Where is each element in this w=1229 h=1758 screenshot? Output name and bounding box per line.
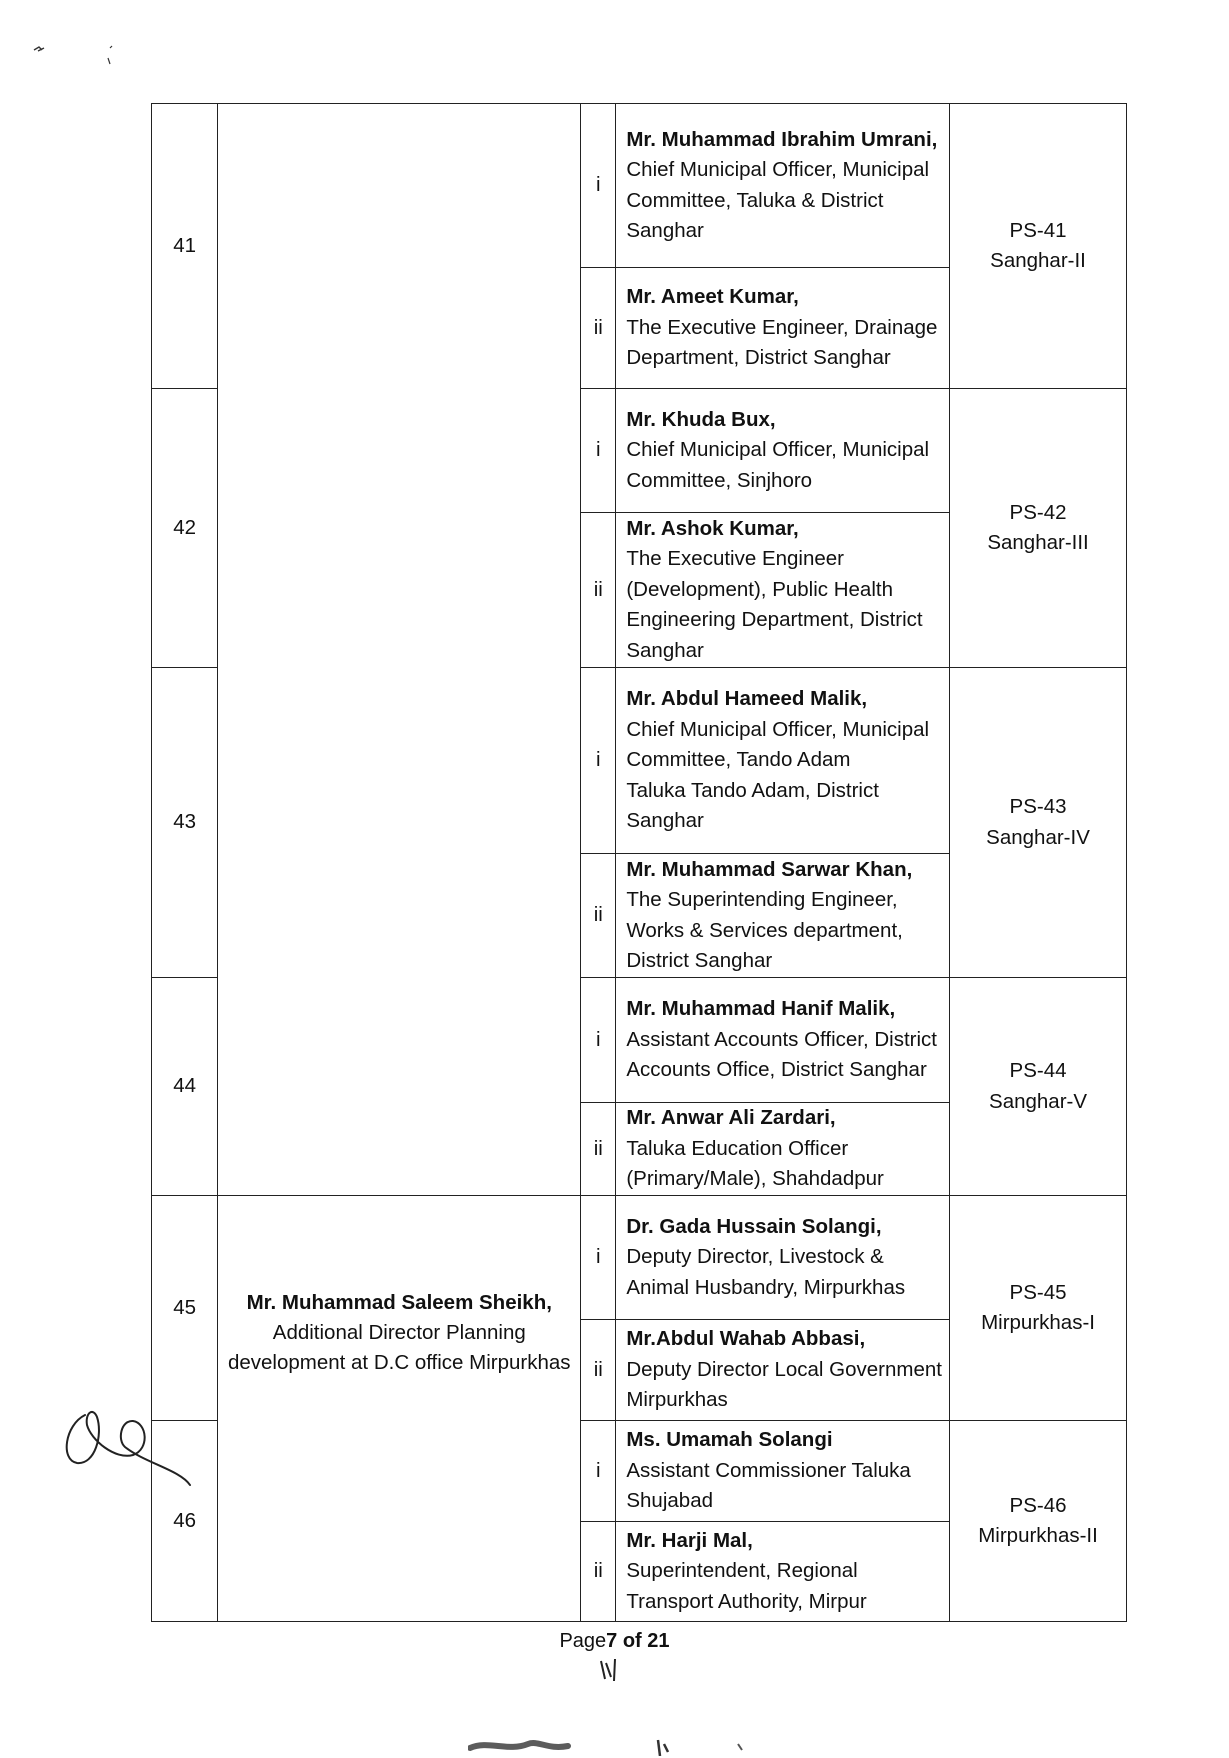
serial-number: 43	[152, 668, 218, 978]
sub-index: i	[581, 1196, 616, 1320]
serial-number: 46	[152, 1421, 218, 1622]
serial-number: 42	[152, 389, 218, 668]
staff-name: Dr. Gada Hussain Solangi,	[626, 1214, 882, 1238]
staff-name: Mr. Muhammad Hanif Malik,	[626, 997, 896, 1021]
staff-designation: The Superintending Engineer, Works & Services department, District Sanghar	[626, 888, 903, 972]
sub-index: ii	[581, 854, 616, 978]
staff-name: Mr.Abdul Wahab Abbasi,	[626, 1327, 866, 1351]
ps-code: PS-45	[1009, 1280, 1067, 1304]
staff-name: Mr. Ashok Kumar,	[626, 516, 799, 540]
staff-designation: Superintendent, Regional Transport Authority, Mirpur	[626, 1559, 867, 1613]
sub-index: ii	[581, 1522, 616, 1622]
staff-member	[616, 104, 950, 268]
staff-name: Mr. Khuda Bux,	[626, 407, 776, 431]
staff-designation: The Executive Engineer, Drainage Department, District Sanghar	[626, 315, 938, 370]
staff-designation: Chief Municipal Officer, Municipal Committee, Sinjhoro	[626, 438, 930, 492]
staff-member	[616, 854, 950, 978]
page-label: Page	[559, 1630, 607, 1652]
staff-name: Mr. Muhammad Sarwar Khan,	[626, 857, 913, 881]
staff-name: Mr. Muhammad Ibrahim Umrani,	[626, 127, 938, 151]
ps-code: PS-41	[1009, 218, 1067, 242]
sub-index: i	[581, 978, 616, 1103]
staff-designation: Deputy Director, Livestock & Animal Husbandry, Mirpurkhas	[626, 1245, 906, 1299]
staff-name: Mr. Harji Mal,	[626, 1528, 753, 1552]
polling-station	[950, 1421, 1127, 1622]
staff-member	[616, 1320, 950, 1421]
staff-name: Ms. Umamah Solangi	[626, 1428, 833, 1452]
polling-station	[950, 1196, 1127, 1421]
page-of: of	[622, 1630, 642, 1652]
ps-name: Mirpurkhas-I	[981, 1311, 1095, 1334]
staff-designation: Chief Municipal Officer, Municipal Committee, Taluka & District Sanghar	[626, 158, 930, 242]
ps-code: PS-42	[1009, 500, 1067, 524]
ps-name: Sanghar-II	[990, 249, 1086, 272]
ps-code: PS-46	[1009, 1493, 1067, 1517]
polling-station	[950, 668, 1127, 978]
sub-index: i	[581, 104, 616, 268]
page-total: 21	[647, 1630, 670, 1652]
stamp-smudge-bottom	[468, 1722, 768, 1756]
ps-name: Sanghar-V	[989, 1089, 1088, 1113]
staff-designation: Assistant Commissioner Taluka Shujabad	[626, 1458, 911, 1513]
serial-number: 41	[152, 104, 218, 389]
staff-designation: Deputy Director Local Government Mirpurkhas	[626, 1357, 942, 1412]
staff-name: Mr. Abdul Hameed Malik,	[626, 687, 868, 711]
scan-speck-top-left	[30, 42, 120, 72]
polling-staff-table	[151, 103, 1127, 1622]
sub-index: ii	[581, 1103, 616, 1196]
sub-index: ii	[581, 513, 616, 668]
ps-code: PS-44	[1009, 1059, 1067, 1082]
sub-index: i	[581, 1421, 616, 1522]
staff-designation: Chief Municipal Officer, Municipal Committee, Tando Adam	[626, 717, 930, 772]
table-row	[152, 1196, 1127, 1320]
page-number: 7	[606, 1630, 618, 1652]
staff-member	[616, 978, 950, 1103]
staff-member	[616, 1103, 950, 1196]
page-footer	[0, 1630, 1229, 1653]
handwritten-initial-signature	[55, 1385, 205, 1495]
polling-station	[950, 104, 1127, 389]
staff-member	[616, 389, 950, 513]
staff-designation: The Executive Engineer (Development), Public Health Engineering Department, District Sanghar	[626, 547, 923, 662]
serial-number: 44	[152, 978, 218, 1196]
staff-member	[616, 1421, 950, 1522]
staff-name: Mr. Ameet Kumar,	[626, 285, 799, 309]
staff-member	[616, 1522, 950, 1622]
staff-member	[616, 513, 950, 668]
sub-index: ii	[581, 1320, 616, 1421]
sub-index: i	[581, 668, 616, 854]
ps-name: Sanghar-III	[987, 531, 1089, 554]
ps-name: Mirpurkhas-II	[978, 1524, 1098, 1547]
ps-name: Sanghar-IV	[986, 825, 1090, 849]
polling-station	[950, 978, 1127, 1196]
ps-code: PS-43	[1009, 795, 1067, 818]
officer-designation: Additional Director Planning development at D.C office Mirpurkhas	[227, 1320, 571, 1374]
initial-mark-under-page-number	[597, 1655, 627, 1683]
table-row	[152, 104, 1127, 268]
presiding-officer-cell-1	[218, 104, 581, 1196]
staff-designation: Assistant Accounts Officer, District Accounts Office, District Sanghar	[626, 1027, 938, 1082]
presiding-officer-cell-2	[218, 1196, 581, 1622]
officer-name: Mr. Muhammad Saleem Sheikh,	[246, 1290, 552, 1314]
staff-member	[616, 268, 950, 389]
staff-designation-line2: Taluka Tando Adam, District Sanghar	[626, 778, 879, 833]
staff-member	[616, 668, 950, 854]
staff-member	[616, 1196, 950, 1320]
serial-number: 45	[152, 1196, 218, 1421]
sub-index: ii	[581, 268, 616, 389]
polling-station	[950, 389, 1127, 668]
staff-name: Mr. Anwar Ali Zardari,	[626, 1106, 836, 1130]
sub-index: i	[581, 389, 616, 513]
staff-designation: Taluka Education Officer (Primary/Male), Shahdadpur	[626, 1136, 884, 1191]
